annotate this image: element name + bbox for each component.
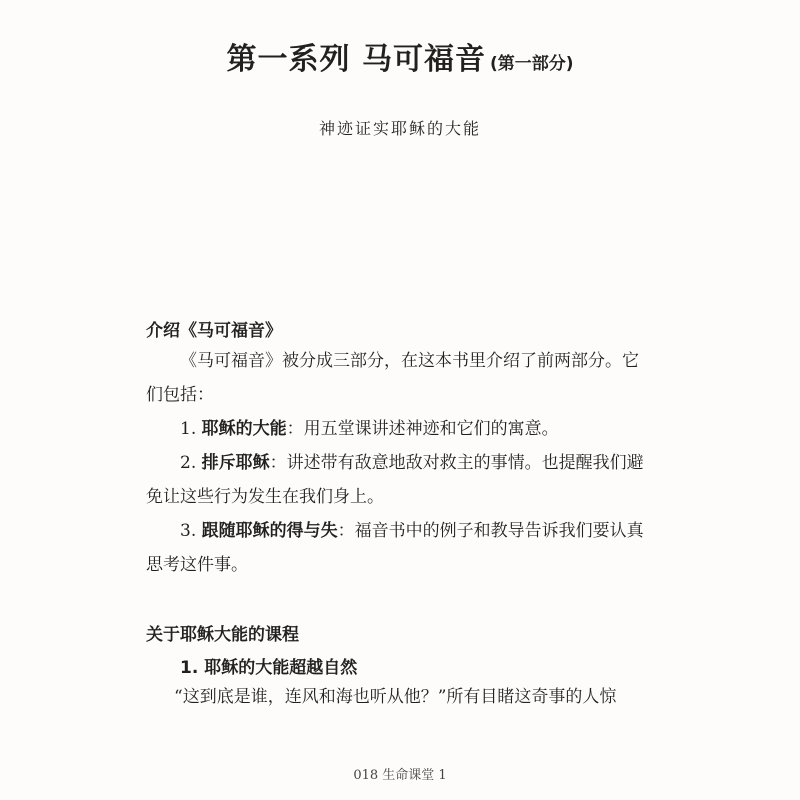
title-sub: (第一部分)	[489, 54, 574, 74]
page-title	[0, 34, 800, 78]
list-item-label: 跟随耶稣的得与失	[201, 521, 338, 541]
list-item	[146, 412, 646, 446]
list-item-text: ：福音书中的例子和教导告诉我们要认真思考这件事。	[146, 521, 644, 575]
title-main: 第一系列 马可福音	[226, 42, 486, 77]
list-item-label: 排斥耶稣	[201, 453, 270, 473]
list-item	[146, 446, 646, 514]
lesson-paragraph: “这到底是谁，连风和海也听从他？”所有目睹这奇事的人惊	[174, 687, 617, 707]
section-heading-lessons: 关于耶稣大能的课程	[146, 625, 299, 645]
list-item-text: ：用五堂课讲述神迹和它们的寓意。	[286, 419, 559, 439]
page-subtitle: 神迹证实耶稣的大能	[318, 119, 481, 138]
list-item-number: 1.	[180, 419, 197, 439]
list-item	[146, 514, 646, 582]
section-heading-intro: 介绍《马可福音》	[146, 321, 282, 341]
page-footer: 018 生命课堂 1	[353, 768, 447, 783]
intro-paragraph: 《马可福音》被分成三部分，在这本书里介绍了前两部分。它们包括：	[146, 351, 639, 405]
list-item-number: 3.	[180, 521, 197, 541]
list-item-text: ：讲述带有敌意地敌对救主的事情。也提醒我们避免让这些行为发生在我们身上。	[146, 453, 644, 507]
subsection-heading: 1. 耶稣的大能超越自然	[180, 658, 358, 678]
list-item-label: 耶稣的大能	[201, 419, 287, 439]
list-item-number: 2.	[180, 453, 197, 473]
